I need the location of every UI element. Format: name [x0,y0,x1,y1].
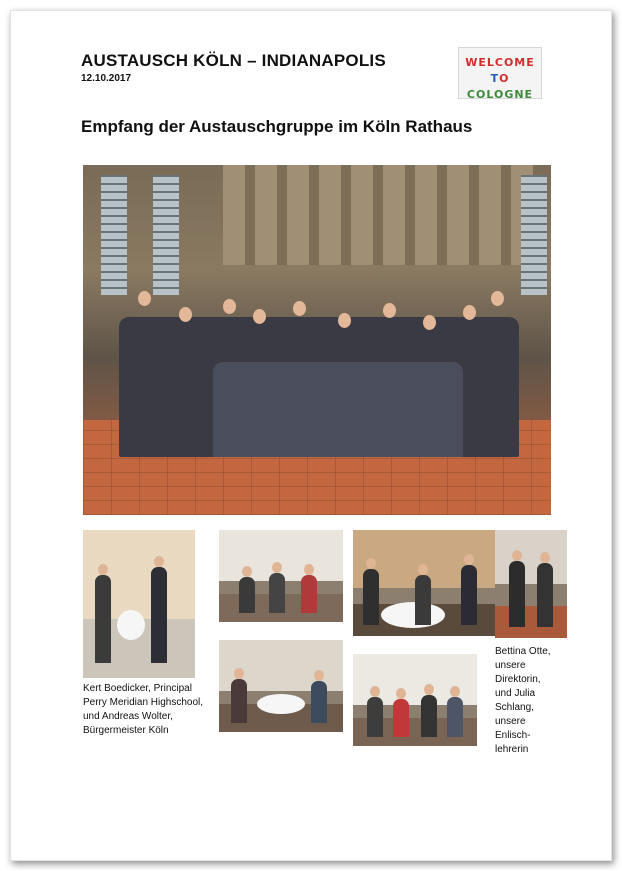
group-people-front [213,362,463,457]
photo-students-table-1 [219,640,343,732]
photo-students-group-2 [353,654,477,746]
welcome-cologne-logo [458,47,542,99]
round-table [381,602,445,628]
person-figure [447,697,463,737]
hall-window-left-2 [153,175,179,295]
document-title: AUSTAUSCH KÖLN – INDIANAPOLIS [81,51,386,70]
person-figure [363,569,379,625]
person-head [423,315,436,330]
logo-to-o: O [499,72,510,85]
photo-students-group-1 [219,530,343,622]
person-figure [509,561,525,627]
person-figure [367,697,383,737]
person-figure [421,695,437,737]
person-figure [151,567,167,663]
person-figure [301,575,317,613]
orchid-flowers [117,610,145,640]
hall-window-right [521,175,547,295]
caption-principal-mayor: Kert Boedicker, Principal Perry Meridian Highschool, und Andreas Wolter, Bürgermeister Köln [83,683,204,736]
person-head [383,303,396,318]
photo-director-and-teacher [495,530,567,638]
person-head [223,299,236,314]
logo-to-t: T [490,72,500,85]
person-figure [537,563,553,627]
person-figure [393,699,409,737]
person-figure [95,575,111,663]
section-title: Empfang der Austauschgruppe im Köln Rathaus [81,117,473,136]
hall-window-left [101,175,127,295]
person-head [179,307,192,322]
person-head [463,305,476,320]
group-photo-rathaus [83,165,551,515]
document-page [10,10,612,861]
logo-line-3: COLOGNE [466,88,534,101]
person-head [293,301,306,316]
logo-line-1: WELCOME [465,56,535,69]
person-figure [461,565,477,625]
person-figure [269,573,285,613]
photo-principal-and-mayor [83,530,195,678]
document-date: 12.10.2017 [81,73,132,84]
person-figure [239,577,255,613]
round-table [257,694,305,714]
person-head [253,309,266,324]
caption-director-teacher: Bettina Otte, unsere Direktorin, und Julia Schlang, unsere Enlisch-lehrerin [495,646,551,755]
logo-line-2 [459,71,541,87]
person-figure [231,679,247,723]
person-figure [311,681,327,723]
person-head [338,313,351,328]
person-head [491,291,504,306]
person-figure [415,575,431,625]
statue-wall [223,165,543,265]
photo-students-table-2 [353,530,495,636]
person-head [138,291,151,306]
